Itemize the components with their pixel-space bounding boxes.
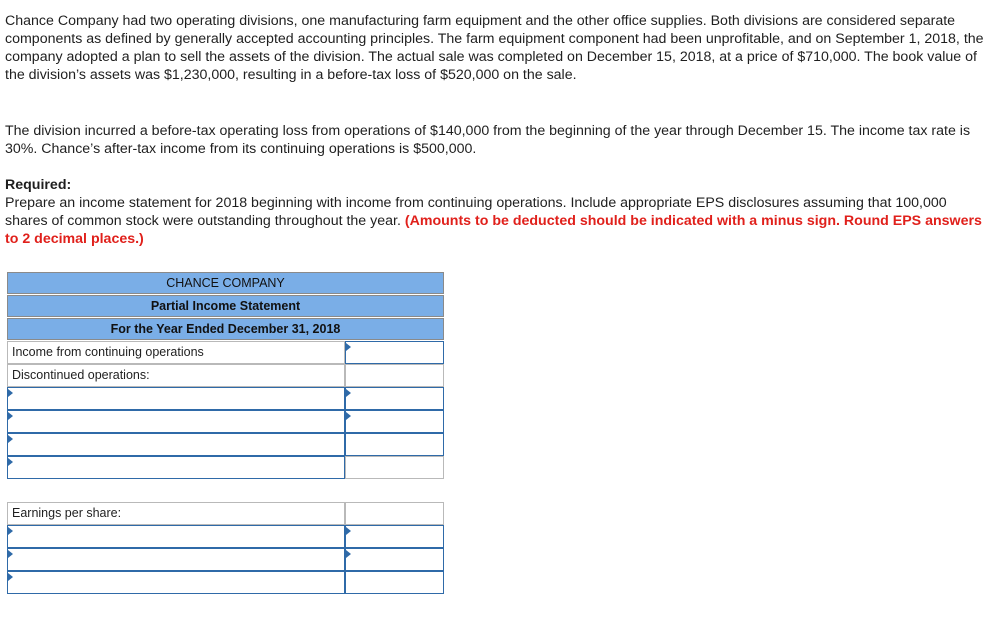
label-input[interactable] xyxy=(7,387,345,410)
required-instructions xyxy=(5,194,990,248)
table-row xyxy=(7,433,444,456)
input-marker-icon xyxy=(346,527,351,535)
input-marker-icon xyxy=(8,527,13,535)
amount-input[interactable] xyxy=(345,410,444,433)
required-heading: Required: xyxy=(5,177,72,193)
table-row xyxy=(7,571,444,594)
amount-cell xyxy=(345,502,444,525)
label-input[interactable] xyxy=(7,433,345,456)
label-input[interactable] xyxy=(7,456,345,479)
table-row xyxy=(7,410,444,433)
table-row xyxy=(7,502,444,525)
input-marker-icon xyxy=(8,458,13,466)
row-label-earnings-per-share: Earnings per share: xyxy=(7,502,345,525)
input-marker-icon xyxy=(346,550,351,558)
label-input[interactable] xyxy=(7,571,345,594)
input-marker-icon xyxy=(346,412,351,420)
amount-input[interactable] xyxy=(345,433,444,456)
table-row xyxy=(7,364,444,387)
amount-cell xyxy=(345,456,444,479)
input-marker-icon xyxy=(8,550,13,558)
input-marker-icon xyxy=(346,343,351,351)
input-marker-icon xyxy=(8,412,13,420)
table-row xyxy=(7,387,444,410)
required-text: Prepare an income statement for 2018 beginning with income from continuing operations. Include appropriate EPS disclosures assuming that 100,000 shares of common stock were outstanding throughout the year. xyxy=(5,195,947,229)
row-label-discontinued-operations: Discontinued operations: xyxy=(7,364,345,387)
amount-cell xyxy=(345,364,444,387)
label-input[interactable] xyxy=(7,410,345,433)
table-row xyxy=(7,525,444,548)
input-marker-icon xyxy=(8,573,13,581)
statement-title: Partial Income Statement xyxy=(7,295,444,317)
row-label-income-continuing: Income from continuing operations xyxy=(7,341,345,364)
input-marker-icon xyxy=(8,389,13,397)
required-note: (Amounts to be deducted should be indicated with a minus sign. Round EPS answers to 2 decimal places.) xyxy=(5,213,982,247)
amount-input[interactable] xyxy=(345,571,444,594)
label-input[interactable] xyxy=(7,548,345,571)
statement-period: For the Year Ended December 31, 2018 xyxy=(7,318,444,340)
table-row xyxy=(7,341,444,364)
amount-input[interactable] xyxy=(345,341,444,364)
table-row xyxy=(7,456,444,479)
problem-paragraph-1: Chance Company had two operating divisions, one manufacturing farm equipment and the other office supplies. Both divisions are considered separate components as defined by generally accepted accounting principles. The farm equipment component had been unprofitable, and on September 1, 2018, the company adopted a plan to sell the assets of the division. The actual sale was completed on December 15, 2018, at a price of $710,000. The book value of the division’s assets was $1,230,000, resulting in a before-tax loss of $520,000 on the sale. xyxy=(5,13,984,83)
input-marker-icon xyxy=(8,435,13,443)
problem-paragraph-2: The division incurred a before-tax operating loss from operations of $140,000 from the beginning of the year through December 15. The income tax rate is 30%. Chance’s after-tax income from its continuing operations is $500,000. xyxy=(5,123,971,157)
input-marker-icon xyxy=(346,389,351,397)
label-input[interactable] xyxy=(7,525,345,548)
amount-input[interactable] xyxy=(345,525,444,548)
statement-company-name: CHANCE COMPANY xyxy=(7,272,444,294)
amount-input[interactable] xyxy=(345,548,444,571)
amount-input[interactable] xyxy=(345,387,444,410)
table-row xyxy=(7,548,444,571)
